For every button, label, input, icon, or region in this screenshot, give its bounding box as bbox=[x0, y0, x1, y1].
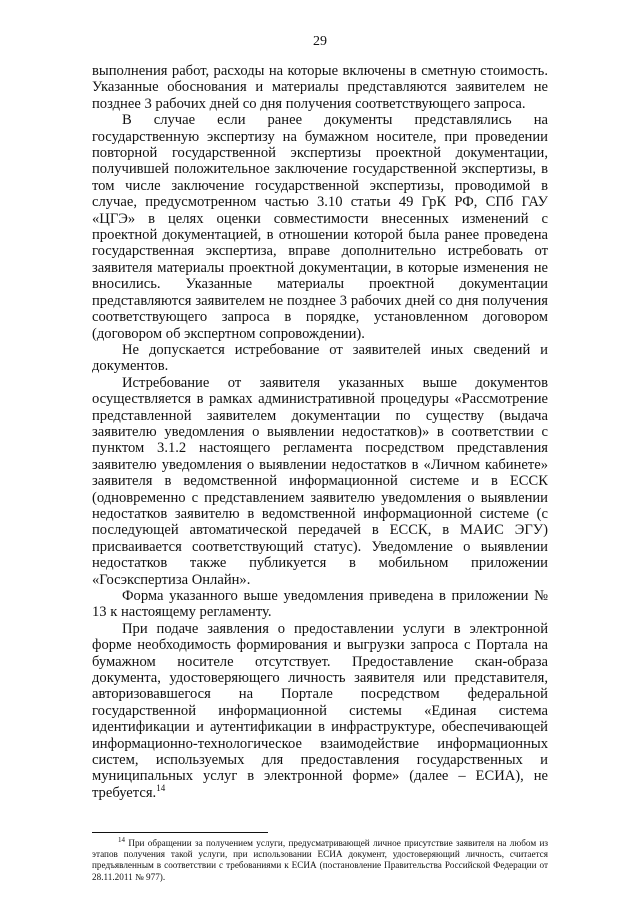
paragraph: Форма указанного выше уведомления приведена в приложении № 13 к настоящему регламенту. bbox=[92, 588, 548, 621]
paragraph: выполнения работ, расходы на которые включены в сметную стоимость. Указанные обоснования и материалы представляются заявителем не позднее 3 рабочих дней со дня получения соответствующего запроса. bbox=[92, 63, 548, 112]
footnote-separator bbox=[92, 832, 268, 833]
footnote-text: При обращении за получением услуги, предусматривающей личное присутствие заявителя на любом из этапов получения такой услуги, при использовании ЕСИА документ, удостоверяющий личность, считается предъявленным в соответствии с требованиями к ЕСИА (постановление Правительства Российской Федерации от 28.11.2011 № 977). bbox=[92, 838, 548, 882]
body-text bbox=[92, 63, 548, 801]
footnote-paragraph bbox=[92, 835, 548, 883]
footnote bbox=[92, 835, 548, 883]
paragraph-with-footnote bbox=[92, 621, 548, 801]
paragraph: Не допускается истребование от заявителей иных сведений и документов. bbox=[92, 341, 548, 375]
paragraph: В случае если ранее документы представлялись на государственную экспертизу на бумажном носителе, при проведении повторной государственной экспертизы проектной документации, получившей положительное заключение государственной экспертизы, в том числе заключение государственной экспертизы, проводимой в случае, предусмотренном частью 3.10 статьи 49 ГрК РФ, СПб ГАУ «ЦГЭ» в целях оценки совместимости внесенных изменений с проектной документацией, в отношении которой была ранее проведена государственная экспертиза, вправе дополнительно истребовать от заявителя материалы проектной документации, в которые изменения не вносились. Указанные материалы проектной документации представляются заявителем не позднее 3 рабочих дней со дня получения соответствующего запроса в порядке, установленном договором (договором об экспертном сопровождении). bbox=[92, 112, 548, 342]
footnote-reference: 14 bbox=[156, 783, 166, 794]
paragraph: Истребование от заявителя указанных выше документов осуществляется в рамках административной процедуры «Рассмотрение представленной заявителем документации по существу (выдача заявителю уведомления о выявлении недостатков)» в соответствии с пунктом 3.1.2 настоящего регламента посредством представления заявителю уведомления о выявлении недостатков в «Личном кабинете» заявителя в ведомственной информационной системе и в ЕССК (одновременно с представлением заявителю уведомления о выявлении недостатков заявителю в ведомственной информационной системе (с последующей автоматической передачей в ЕССК, в МАИС ЭГУ) присваивается соответствующий статус). Уведомление о выявлении недостатков также публикуется в мобильном приложении «Госэкспертиза Онлайн». bbox=[92, 374, 548, 588]
paragraph-text: При подаче заявления о предоставлении услуги в электронной форме необходимость формирования и выгрузки запроса с Портала на бумажном носителе отсутствует. Предоставление скан-образа документа, удостоверяющего личность заявителя или представителя, авторизовавшегося на Портале посредством федеральной государственной информационной системы «Единая система идентификации и аутентификации в инфраструктуре, обеспечивающей информационно-технологическое взаимодействие информационных систем, используемых для предоставления государственных и муниципальных услуг в электронной форме» (далее – ЕСИА), не требуется. bbox=[92, 620, 548, 801]
footnote-mark: 14 bbox=[118, 835, 125, 844]
page-number: 29 bbox=[313, 34, 327, 49]
